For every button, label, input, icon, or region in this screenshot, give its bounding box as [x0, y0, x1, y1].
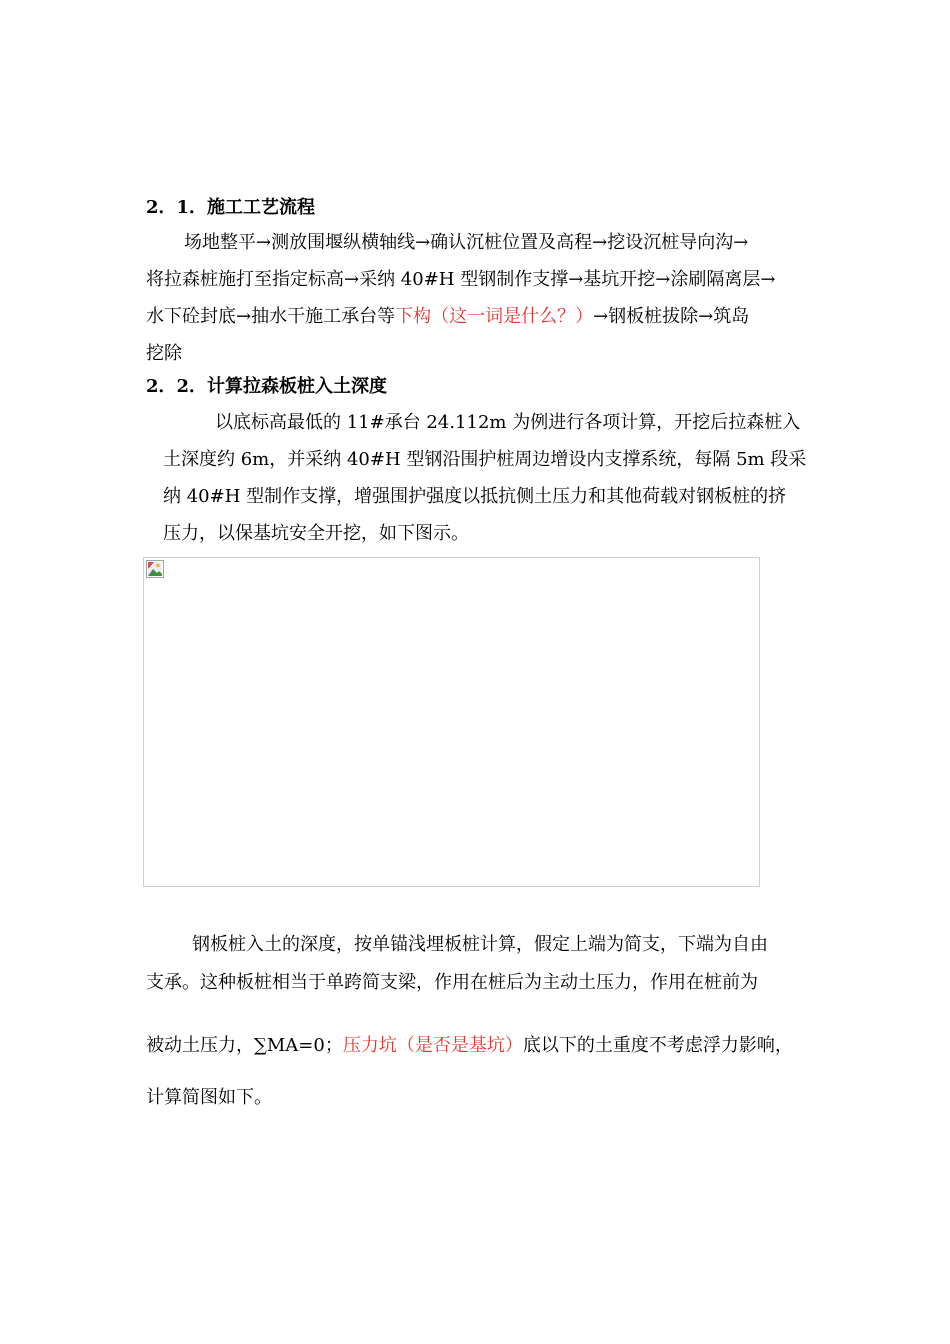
paragraph-line: 挖除: [146, 343, 182, 364]
paragraph-line: 将拉森桩施打至指定标高→采纳 40#H 型钢制作支撑→基坑开挖→涂刷隔离层→: [146, 269, 776, 290]
paragraph-line: 计算简图如下。: [146, 1087, 272, 1108]
annotation-question: 压力坑（是否是基坑）: [342, 1035, 523, 1056]
text-run: 底以下的土重度不考虑浮力影响，: [522, 1035, 793, 1056]
paragraph-line: 土深度约 6m，并采纳 40#H 型钢沿围护桩周边增设内支撑系统，每隔 5m 段采: [163, 449, 807, 470]
paragraph-line: 以底标高最低的 11#承台 24.112m 为例进行各项计算，开挖后拉森桩入: [215, 412, 801, 433]
section-heading-2-1: 2．1．施工工艺流程: [146, 197, 316, 218]
paragraph-line: 支承。这种板桩相当于单跨简支梁，作用在桩后为主动土压力，作用在桩前为: [146, 972, 758, 993]
paragraph-line: 纳 40#H 型制作支撑，增强围护强度以抵抗侧土压力和其他荷载对钢板桩的挤: [163, 486, 787, 507]
text-run: 水下砼封底→抽水干施工承台等: [146, 306, 396, 327]
paragraph-line: 场地整平→测放围堰纵横轴线→确认沉桩位置及高程→挖设沉桩导向沟→: [184, 232, 749, 253]
broken-image-icon: [146, 560, 164, 578]
paragraph-line: 钢板桩入土的深度，按单锚浅埋板桩计算，假定上端为简支，下端为自由: [192, 934, 768, 955]
paragraph-line: [146, 298, 806, 335]
text-run: →钢板桩拔除→筑岛: [593, 306, 750, 327]
process-flow-paragraph: [146, 224, 806, 372]
text-run: 被动土压力，∑MA=0；: [146, 1035, 343, 1056]
calculation-paragraph: [163, 404, 806, 552]
section-heading-2-2: 2．2．计算拉森板桩入土深度: [146, 376, 388, 397]
paragraph-line: [146, 1031, 793, 1057]
annotation-question: 下构（这一词是什么？）: [395, 306, 594, 327]
paragraph-line: 压力，以保基坑安全开挖，如下图示。: [163, 523, 469, 544]
figure-image-placeholder: [143, 557, 760, 887]
